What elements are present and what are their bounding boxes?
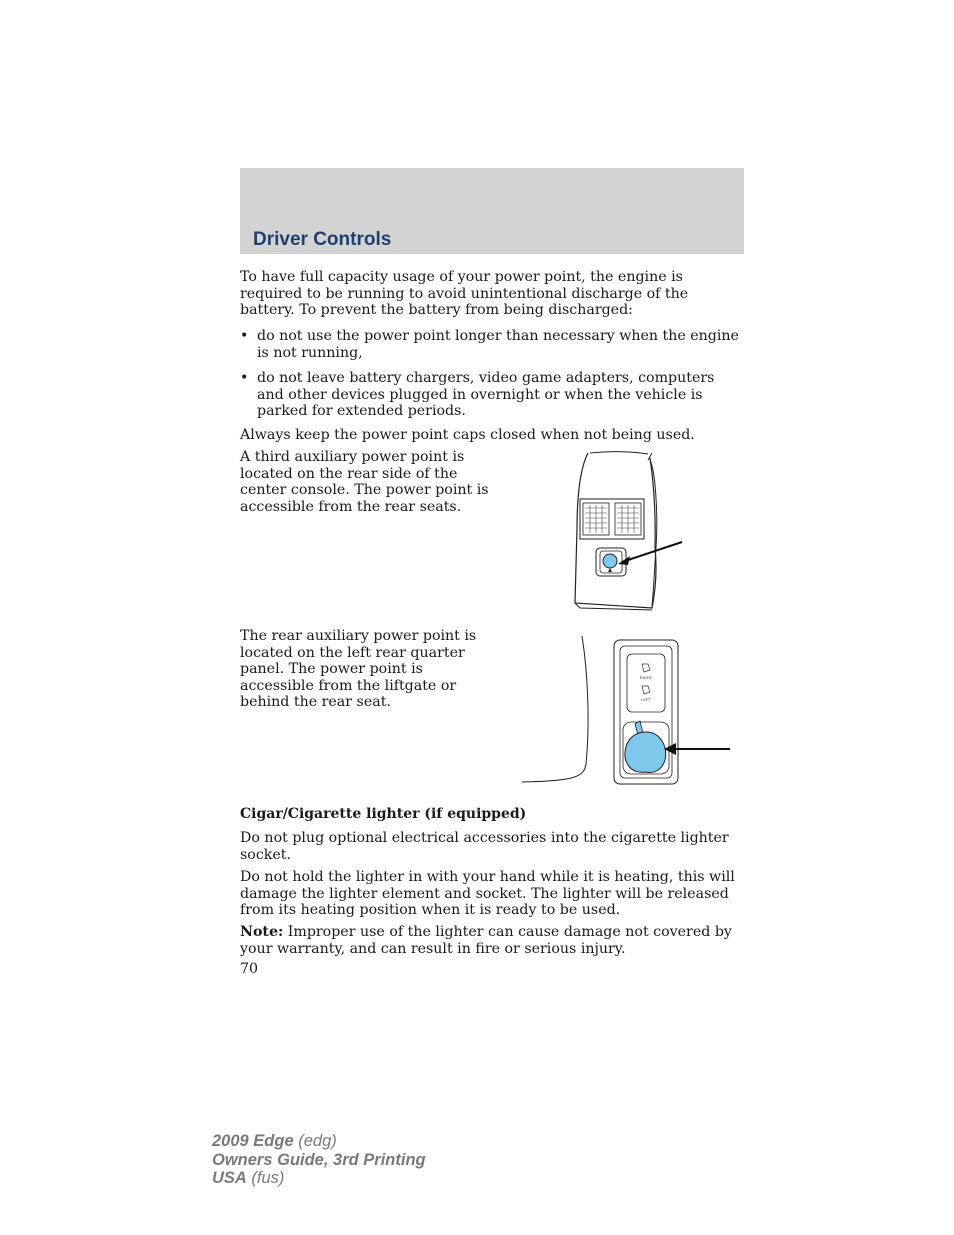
right-label: RIGHT [639, 675, 653, 680]
section-title: Driver Controls [253, 229, 392, 250]
footer-edition: Owners Guide, 3rd Printing [212, 1150, 426, 1169]
quarter-panel-illustration [520, 634, 735, 789]
page-number: 70 [240, 961, 259, 977]
third-point-text: A third auxiliary power point is located on the rear side of the center console. The power point is accessible from the rear seats. [240, 449, 489, 515]
console-illustration [560, 448, 690, 613]
left-label: LEFT [641, 697, 651, 702]
footer-model: 2009 Edge [212, 1132, 294, 1150]
lighter-text-1: Do not plug optional electrical accessories into the cigarette lighter socket. [240, 830, 729, 863]
note-label: Note: [240, 924, 284, 940]
document-footer [212, 1132, 426, 1188]
intro-paragraph [240, 269, 744, 319]
bullet-icon: • [240, 370, 249, 386]
bullet-text: do not leave battery chargers, video game adapters, computers and other devices plugged in overnight or when the vehicle is parked for extended periods. [257, 370, 715, 420]
rear-point-paragraph [240, 628, 495, 711]
footer-region-code: (fus) [246, 1169, 285, 1187]
note-paragraph [240, 924, 744, 957]
lighter-heading: Cigar/Cigarette lighter (if equipped) [240, 806, 527, 822]
note-text: Improper use of the lighter can cause damage not covered by your warranty, and can result in fire or serious injury. [240, 924, 732, 957]
section-header [240, 168, 744, 254]
lighter-paragraph-2 [240, 869, 744, 919]
lighter-paragraph-1 [240, 830, 744, 863]
caps-note [240, 427, 744, 444]
bullet-icon: • [240, 328, 249, 344]
bullet-item [240, 370, 744, 420]
third-point-paragraph [240, 449, 490, 515]
bullet-text: do not use the power point longer than necessary when the engine is not running, [257, 328, 739, 361]
footer-region: USA [212, 1169, 247, 1187]
bullet-item [240, 328, 744, 361]
caps-note-text: Always keep the power point caps closed when not being used. [240, 427, 695, 443]
lighter-text-2: Do not hold the lighter in with your hand while it is heating, this will damage the lighter element and socket. The lighter will be released from its heating position when it is ready to be used. [240, 869, 735, 919]
intro-text: To have full capacity usage of your power point, the engine is required to be running to avoid unintentional discharge of the battery. To prevent the battery from being discharged: [240, 269, 689, 319]
rear-point-text: The rear auxiliary power point is located on the left rear quarter panel. The power point is accessible from the liftgate or behind the rear seat. [240, 628, 477, 711]
footer-model-code: (edg) [293, 1132, 337, 1150]
